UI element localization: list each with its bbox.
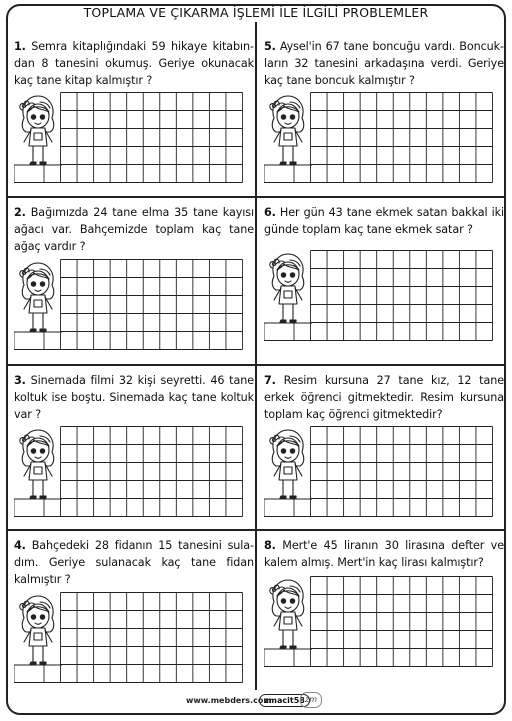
worksheet-title: TOPLAMA VE ÇIKARMA İŞLEMİ İLE İLGİLİ PROBLEMLER — [83, 5, 429, 20]
answer-grid[interactable] — [310, 426, 493, 517]
answer-grid-extension — [264, 648, 312, 668]
answer-grid-extension — [264, 322, 312, 342]
problem-2 — [14, 204, 254, 255]
problem-8 — [264, 537, 504, 571]
answer-grid-extension — [264, 164, 312, 184]
author-stamp: zmacit58 — [259, 694, 310, 707]
row-divider — [8, 364, 255, 366]
site-url[interactable]: www.mebders.com — [186, 696, 272, 705]
girl-illustration-icon — [14, 92, 62, 172]
row-divider — [8, 529, 255, 531]
answer-grid[interactable] — [310, 576, 493, 667]
problem-5-text: 5. Aysel'in 67 tane boncuğu vardı. Boncuk-ların 32 tanesini arkadaşına verdi. Geriye kaç tane boncuk kalmıştır ? — [264, 40, 504, 87]
answer-grid-extension — [264, 498, 312, 518]
answer-grid[interactable] — [60, 259, 243, 350]
problem-1 — [14, 38, 254, 89]
girl-illustration-icon — [14, 426, 62, 506]
row-divider — [257, 196, 504, 198]
answer-grid-extension — [14, 498, 62, 518]
column-divider — [255, 22, 257, 690]
row-divider — [257, 364, 504, 366]
problem-2-text: 2. Bağımızda 24 tane elma 35 tane kayısı ağacı var. Bahçemizde toplam kaç tane ağaç vardır ? — [14, 206, 254, 253]
problem-7-text: 7. Resim kursuna 27 tane kız, 12 tane erkek öğrenci gitmektedir. Resim kursuna toplam kaç öğrenci gitmektedir? — [264, 374, 504, 421]
answer-grid[interactable] — [60, 592, 243, 683]
girl-illustration-icon — [14, 592, 62, 672]
girl-illustration-icon — [264, 92, 312, 172]
answer-grid-extension — [14, 664, 62, 684]
answer-grid[interactable] — [60, 426, 243, 517]
answer-grid-extension — [14, 331, 62, 351]
problem-8-text: 8. Mert'e 45 liranın 30 lirasına defter ve kalem almış. Mert'in kaç lirası kalmıştır? — [264, 539, 504, 569]
zm-logo-icon: zm — [300, 692, 322, 708]
footer — [0, 694, 512, 714]
problem-1-text: 1. Semra kitaplığındaki 59 hikaye kitabın-dan 8 tanesini okumuş. Geriye okunacak kaç tane kitap kalmıştır ? — [14, 40, 254, 87]
row-divider — [257, 529, 504, 531]
problem-4-text: 4. Bahçedeki 28 fidanın 15 tanesini sula-dım. Geriye sulanacak kaç tane fidan kalmıştır ? — [14, 539, 254, 586]
girl-illustration-icon — [14, 259, 62, 339]
problem-6-text: 6. Her gün 43 tane ekmek satan bakkal iki günde toplam kaç tane ekmek satar ? — [264, 206, 504, 236]
girl-illustration-icon — [264, 576, 312, 656]
problem-7 — [264, 372, 504, 423]
answer-grid[interactable] — [60, 92, 243, 183]
problem-5 — [264, 38, 504, 89]
problem-3-text: 3. Sinemada filmi 32 kişi seyretti. 46 tane koltuk ise boştu. Sinemada kaç tane koltuk var ? — [14, 374, 254, 421]
answer-grid[interactable] — [310, 250, 493, 341]
girl-illustration-icon — [264, 250, 312, 330]
answer-grid-extension — [14, 164, 62, 184]
problem-6 — [264, 204, 504, 238]
answer-grid[interactable] — [310, 92, 493, 183]
row-divider — [8, 196, 255, 198]
problem-3 — [14, 372, 254, 423]
problem-4 — [14, 537, 254, 588]
girl-illustration-icon — [264, 426, 312, 506]
